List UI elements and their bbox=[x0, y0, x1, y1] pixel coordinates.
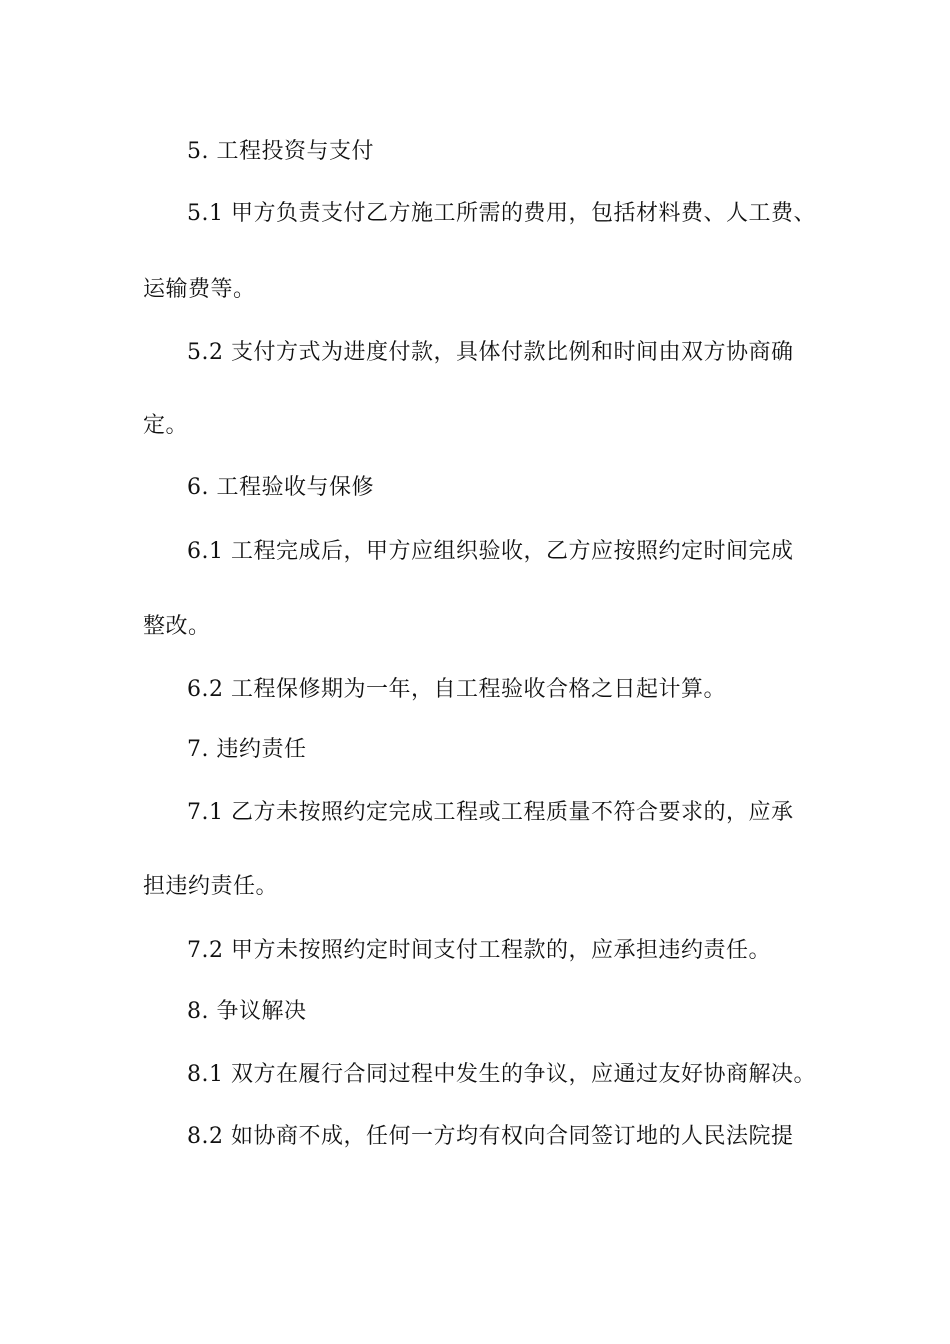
clause-text: 8.2 如协商不成，任何一方均有权向合同签订地的人民法院提 bbox=[187, 1124, 794, 1149]
clause-text: 6.1 工程完成后，甲方应组织验收，乙方应按照约定时间完成 bbox=[187, 539, 794, 564]
clause-text-continuation: 定。 bbox=[143, 413, 189, 438]
clause-text: 6.2 工程保修期为一年，自工程验收合格之日起计算。 bbox=[187, 677, 726, 702]
clause-text-continuation: 整改。 bbox=[143, 614, 211, 639]
clause-text-continuation: 运输费等。 bbox=[143, 277, 256, 302]
section-heading: 7. 违约责任 bbox=[187, 737, 307, 762]
clause-text: 7.2 甲方未按照约定时间支付工程款的，应承担违约责任。 bbox=[187, 938, 771, 963]
clause-text: 5.1 甲方负责支付乙方施工所需的费用，包括材料费、人工费、 bbox=[187, 201, 816, 226]
clause-text: 8.1 双方在履行合同过程中发生的争议，应通过友好协商解决。 bbox=[187, 1062, 816, 1087]
section-heading: 8. 争议解决 bbox=[187, 999, 307, 1024]
clause-text: 7.1 乙方未按照约定完成工程或工程质量不符合要求的，应承 bbox=[187, 800, 794, 825]
clause-text: 5.2 支付方式为进度付款，具体付款比例和时间由双方协商确 bbox=[187, 340, 794, 365]
section-heading: 6. 工程验收与保修 bbox=[187, 475, 374, 500]
clause-text-continuation: 担违约责任。 bbox=[143, 874, 279, 899]
section-heading: 5. 工程投资与支付 bbox=[187, 139, 374, 164]
